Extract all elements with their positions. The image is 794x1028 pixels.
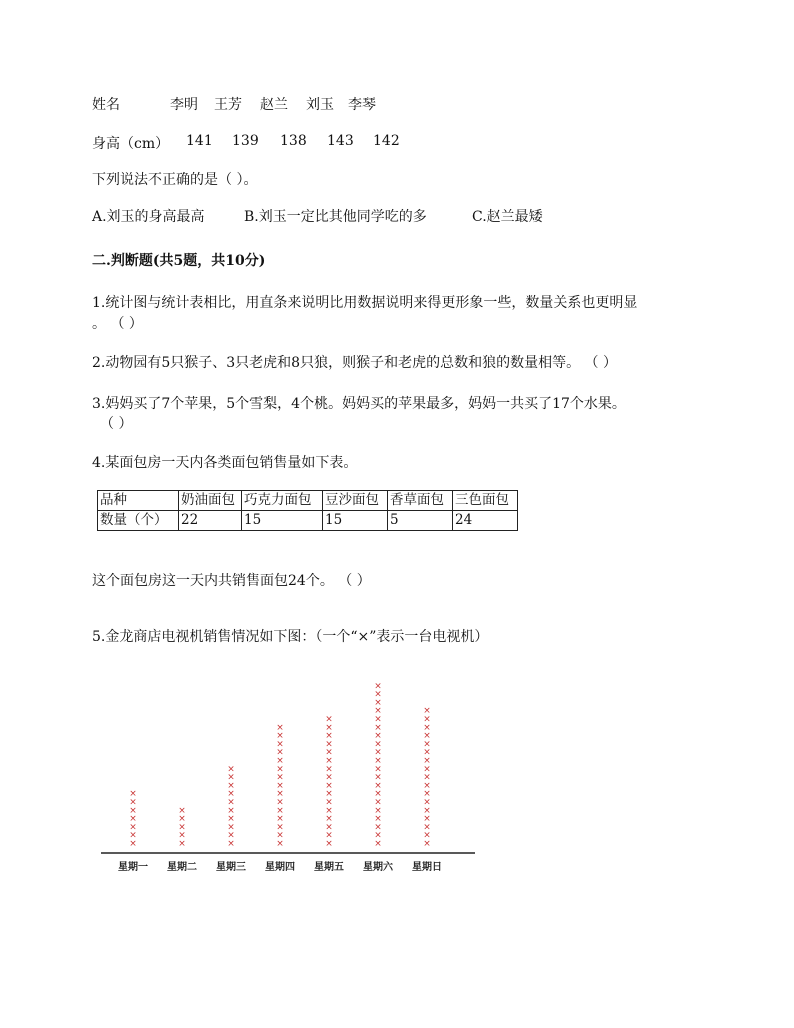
question-stem: 下列说法不正确的是（ ）。 bbox=[92, 172, 258, 188]
cross-mark: × bbox=[129, 789, 137, 800]
cross-mark: × bbox=[276, 722, 284, 733]
cross-mark: × bbox=[325, 722, 333, 733]
cross-mark: × bbox=[178, 805, 186, 816]
cross-mark: × bbox=[325, 780, 333, 791]
cross-mark: × bbox=[227, 822, 235, 833]
cross-mark: × bbox=[374, 731, 382, 742]
table-cell: 数量（个） bbox=[98, 511, 179, 531]
table-header-cell: 三色面包 bbox=[453, 491, 518, 511]
table-cell: 15 bbox=[323, 511, 388, 531]
cross-mark: × bbox=[423, 839, 431, 849]
cross-mark: × bbox=[325, 814, 333, 825]
student-name: 刘玉 bbox=[306, 97, 334, 113]
cross-mark: × bbox=[129, 830, 137, 841]
cross-mark: × bbox=[423, 706, 431, 717]
cross-mark: × bbox=[325, 764, 333, 775]
cross-mark: × bbox=[178, 830, 186, 841]
cross-mark: × bbox=[129, 839, 137, 849]
cross-mark: × bbox=[374, 747, 382, 758]
day-label: 星期一 bbox=[118, 862, 148, 873]
cross-mark: × bbox=[178, 822, 186, 833]
cross-mark: × bbox=[423, 722, 431, 733]
cross-mark: × bbox=[374, 697, 382, 708]
question-5: 5.金龙商店电视机销售情况如下图：（一个“×”表示一台电视机） bbox=[92, 629, 489, 645]
cross-mark: × bbox=[227, 780, 235, 791]
height-value: 142 bbox=[373, 133, 400, 149]
cross-mark: × bbox=[423, 789, 431, 800]
student-name: 赵兰 bbox=[260, 97, 288, 113]
day-label: 星期二 bbox=[167, 862, 197, 873]
bread-sales-table bbox=[97, 490, 518, 531]
cross-mark: × bbox=[178, 839, 186, 849]
cross-mark: × bbox=[129, 805, 137, 816]
cross-mark: × bbox=[423, 814, 431, 825]
cross-mark: × bbox=[325, 731, 333, 742]
cross-mark: × bbox=[276, 822, 284, 833]
cross-mark: × bbox=[276, 839, 284, 849]
cross-mark: × bbox=[325, 756, 333, 766]
cross-mark: × bbox=[276, 805, 284, 816]
cross-mark: × bbox=[227, 772, 235, 783]
cross-mark: × bbox=[423, 797, 431, 808]
cross-mark: × bbox=[276, 747, 284, 758]
cross-mark: × bbox=[325, 747, 333, 758]
height-value: 141 bbox=[186, 133, 213, 149]
cross-mark: × bbox=[227, 830, 235, 841]
cross-mark: × bbox=[423, 764, 431, 775]
cross-mark: × bbox=[374, 797, 382, 808]
question-4: 4.某面包房一天内各类面包销售量如下表。 bbox=[92, 455, 358, 471]
cross-mark: × bbox=[227, 764, 235, 775]
cross-mark: × bbox=[423, 756, 431, 766]
cross-mark: × bbox=[276, 814, 284, 825]
student-name: 李琴 bbox=[348, 97, 376, 113]
table-cell: 24 bbox=[453, 511, 518, 531]
table-header-cell: 品种 bbox=[98, 491, 179, 511]
height-row-label: 身高（cm） bbox=[92, 136, 170, 152]
cross-mark: × bbox=[374, 739, 382, 750]
cross-mark: × bbox=[276, 764, 284, 775]
cross-mark: × bbox=[276, 780, 284, 791]
table-cell: 22 bbox=[179, 511, 242, 531]
table-row bbox=[98, 491, 518, 511]
cross-mark: × bbox=[374, 722, 382, 733]
cross-mark: × bbox=[423, 714, 431, 725]
cross-mark: × bbox=[374, 780, 382, 791]
option-c: C.赵兰最矮 bbox=[472, 209, 543, 225]
table-header-cell: 奶油面包 bbox=[179, 491, 242, 511]
cross-mark: × bbox=[423, 772, 431, 783]
cross-mark: × bbox=[325, 805, 333, 816]
cross-mark: × bbox=[129, 822, 137, 833]
cross-mark: × bbox=[423, 731, 431, 742]
option-b: B.刘玉一定比其他同学吃的多 bbox=[244, 209, 427, 225]
table-cell: 5 bbox=[388, 511, 453, 531]
cross-mark: × bbox=[374, 714, 382, 725]
cross-mark: × bbox=[374, 756, 382, 766]
cross-mark: × bbox=[374, 805, 382, 816]
cross-mark: × bbox=[227, 805, 235, 816]
cross-mark: × bbox=[423, 830, 431, 841]
table-header-cell: 香草面包 bbox=[388, 491, 453, 511]
tv-sales-chart bbox=[95, 680, 485, 880]
cross-mark: × bbox=[276, 731, 284, 742]
cross-mark: × bbox=[325, 772, 333, 783]
question-3-cont: （ ） bbox=[100, 416, 133, 432]
cross-mark: × bbox=[423, 805, 431, 816]
cross-mark: × bbox=[227, 814, 235, 825]
cross-mark: × bbox=[325, 797, 333, 808]
cross-mark: × bbox=[227, 839, 235, 849]
cross-mark: × bbox=[325, 830, 333, 841]
cross-mark: × bbox=[325, 739, 333, 750]
cross-mark: × bbox=[423, 739, 431, 750]
cross-mark: × bbox=[325, 839, 333, 849]
student-name: 李明 bbox=[170, 97, 198, 113]
student-name: 王芳 bbox=[214, 97, 242, 113]
cross-mark: × bbox=[129, 797, 137, 808]
day-label: 星期四 bbox=[265, 862, 295, 873]
cross-mark: × bbox=[276, 772, 284, 783]
day-label: 星期五 bbox=[314, 862, 344, 873]
question-1-cont: 。 （ ） bbox=[92, 316, 143, 332]
cross-mark: × bbox=[325, 789, 333, 800]
cross-mark: × bbox=[423, 747, 431, 758]
cross-mark: × bbox=[374, 839, 382, 849]
cross-mark: × bbox=[374, 772, 382, 783]
cross-mark: × bbox=[325, 714, 333, 725]
cross-mark: × bbox=[276, 739, 284, 750]
cross-mark: × bbox=[276, 830, 284, 841]
section-title: 二.判断题(共5题，共10分) bbox=[92, 253, 266, 269]
cross-mark: × bbox=[374, 814, 382, 825]
day-label: 星期日 bbox=[412, 862, 442, 873]
cross-mark: × bbox=[276, 797, 284, 808]
cross-mark: × bbox=[423, 822, 431, 833]
question-4-statement: 这个面包房这一天内共销售面包24个。 （ ） bbox=[92, 573, 371, 589]
cross-mark: × bbox=[178, 814, 186, 825]
height-value: 143 bbox=[327, 133, 354, 149]
cross-mark: × bbox=[374, 681, 382, 692]
table-header-cell: 豆沙面包 bbox=[323, 491, 388, 511]
cross-mark: × bbox=[276, 789, 284, 800]
cross-mark: × bbox=[374, 789, 382, 800]
height-value: 139 bbox=[232, 133, 259, 149]
question-3: 3.妈妈买了7个苹果，5个雪梨，4个桃。妈妈买的苹果最多，妈妈一共买了17个水果。 bbox=[92, 396, 626, 412]
cross-mark: × bbox=[374, 689, 382, 700]
question-2: 2.动物园有5只猴子、3只老虎和8只狼，则猴子和老虎的总数和狼的数量相等。 （ ） bbox=[92, 355, 617, 371]
cross-mark: × bbox=[227, 789, 235, 800]
cross-mark: × bbox=[374, 764, 382, 775]
table-header-cell: 巧克力面包 bbox=[242, 491, 323, 511]
table-row bbox=[98, 511, 518, 531]
day-label: 星期三 bbox=[216, 862, 246, 873]
cross-mark: × bbox=[423, 780, 431, 791]
name-row-label: 姓名 bbox=[92, 98, 120, 113]
cross-mark: × bbox=[129, 814, 137, 825]
cross-mark: × bbox=[374, 822, 382, 833]
cross-mark: × bbox=[325, 822, 333, 833]
cross-mark: × bbox=[374, 830, 382, 841]
table-cell: 15 bbox=[242, 511, 323, 531]
cross-mark: × bbox=[276, 756, 284, 766]
height-value: 138 bbox=[280, 133, 307, 149]
day-label: 星期六 bbox=[363, 862, 393, 873]
question-1: 1.统计图与统计表相比，用直条来说明比用数据说明来得更形象一些，数量关系也更明显 bbox=[92, 295, 638, 311]
option-a: A.刘玉的身高最高 bbox=[92, 209, 205, 225]
cross-mark: × bbox=[227, 797, 235, 808]
cross-mark: × bbox=[374, 706, 382, 717]
